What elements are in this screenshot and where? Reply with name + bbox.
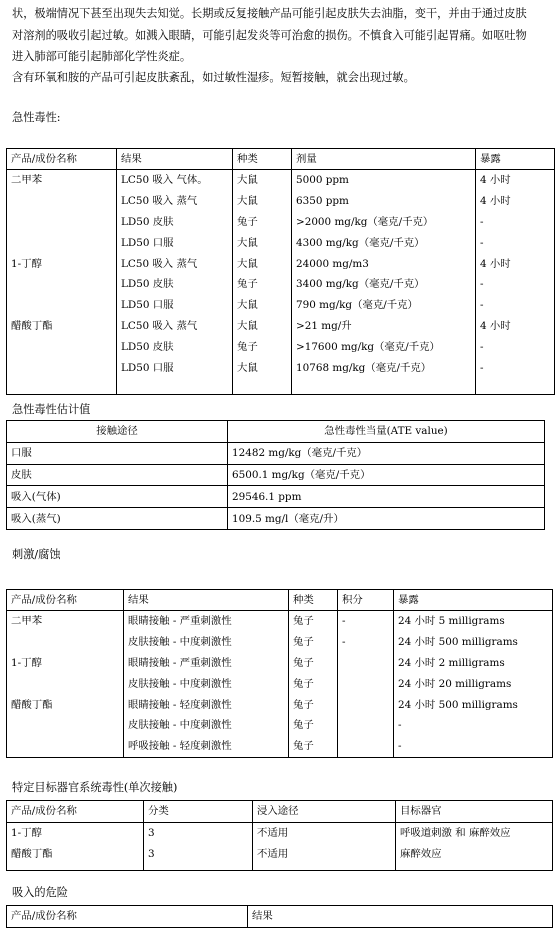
table-cell: 大鼠: [233, 170, 292, 191]
table-row: [7, 316, 555, 337]
table-cell: LD50 口服: [117, 357, 233, 394]
table-cell: 4 小时: [476, 170, 555, 191]
table-cell: [7, 632, 124, 653]
table-cell: 皮肤接触 - 中度刺激性: [124, 673, 289, 694]
table-row: [7, 274, 555, 295]
table-header-row: [7, 590, 553, 611]
aspiration-table: [6, 905, 553, 928]
table-cell: 790 mg/kg（毫克/千克）: [292, 295, 476, 316]
table-cell: LD50 皮肤: [117, 212, 233, 233]
table-cell: 眼睛接触 - 严重刺激性: [124, 611, 289, 632]
ate-heading: 急性毒性估计值: [12, 403, 91, 416]
table-cell: 12482 mg/kg（毫克/千克）: [228, 442, 545, 464]
table-cell: 不适用: [253, 844, 396, 871]
table-cell: 4 小时: [476, 253, 555, 274]
table-cell: [338, 736, 394, 757]
table-cell: [338, 694, 394, 715]
table-row: [7, 715, 553, 736]
table-cell: 1-丁醇: [11, 656, 42, 669]
table-cell: [7, 336, 117, 357]
table-cell: [7, 715, 124, 736]
table-cell: -: [338, 632, 394, 653]
table-row: [7, 336, 555, 357]
table-row: [7, 611, 553, 632]
table-header-row: [7, 801, 553, 823]
table-row: [7, 232, 555, 253]
table-cell: 兔子: [289, 653, 338, 674]
table-row: [7, 295, 555, 316]
table-cell: 吸入(蒸气): [7, 508, 228, 530]
column-header: 分类: [144, 801, 253, 823]
table-row: [7, 442, 545, 464]
column-header: 结果: [124, 590, 289, 611]
table-cell: LD50 口服: [117, 232, 233, 253]
table-cell: 眼睛接触 - 严重刺激性: [124, 653, 289, 674]
table-row: [7, 653, 553, 674]
acute-toxicity-table: [6, 148, 555, 395]
table-cell: 皮肤接触 - 中度刺激性: [124, 632, 289, 653]
table-cell: LC50 吸入 蒸气: [117, 316, 233, 337]
table-cell: 兔子: [289, 611, 338, 632]
table-cell: 兔子: [233, 212, 292, 233]
table-cell: 麻醉效应: [396, 844, 553, 871]
aspiration-heading: 吸入的危险: [12, 886, 68, 899]
table-row: [7, 508, 545, 530]
table-cell: -: [394, 715, 553, 736]
table-cell: -: [476, 274, 555, 295]
table-cell: 皮肤接触 - 中度刺激性: [124, 715, 289, 736]
table-cell: [7, 673, 124, 694]
column-header: 种类: [289, 590, 338, 611]
column-header: 接触途径: [7, 421, 228, 443]
table-cell: 皮肤: [7, 464, 228, 486]
table-cell: >21 mg/升: [292, 316, 476, 337]
table-cell: 4300 mg/kg（毫克/千克）: [292, 232, 476, 253]
table-cell: 6350 ppm: [292, 191, 476, 212]
column-header: 积分: [338, 590, 394, 611]
table-cell: >2000 mg/kg（毫克/千克）: [292, 212, 476, 233]
table-cell: 醋酸丁酯: [11, 847, 53, 860]
table-cell: 大鼠: [233, 253, 292, 274]
table-cell: [7, 274, 117, 295]
table-cell: 呼吸道刺激 和 麻醉效应: [396, 822, 553, 843]
table-cell: -: [476, 336, 555, 357]
table-cell: LC50 吸入 气体。: [117, 170, 233, 191]
stot-table: [6, 800, 553, 871]
table-row: [7, 212, 555, 233]
table-cell: 兔子: [233, 336, 292, 357]
table-cell: >17600 mg/kg（毫克/千克）: [292, 336, 476, 357]
table-cell: 1-丁醇: [11, 257, 42, 270]
table-header-row: [7, 149, 555, 170]
table-cell: 24 小时 20 milligrams: [394, 673, 553, 694]
table-cell: 大鼠: [233, 357, 292, 394]
table-cell: -: [476, 212, 555, 233]
column-header: 种类: [233, 149, 292, 170]
table-cell: LC50 吸入 蒸气: [117, 253, 233, 274]
table-cell: 大鼠: [233, 316, 292, 337]
table-cell: 6500.1 mg/kg（毫克/千克）: [228, 464, 545, 486]
table-cell: 大鼠: [233, 232, 292, 253]
table-cell: 吸入(气体): [7, 486, 228, 508]
column-header: 目标器官: [396, 801, 553, 823]
column-header: 浸入途径: [253, 801, 396, 823]
irritation-heading: 刺激/腐蚀: [12, 548, 61, 561]
intro-line-2: 对溶剂的吸收引起过敏。如溅入眼睛，可能引起发炎等可治愈的损伤。不慎食入可能引起胃痛。如呕吐物: [12, 29, 527, 42]
column-header: 产品/成份名称: [7, 906, 248, 928]
table-row: [7, 253, 555, 274]
table-cell: [7, 212, 117, 233]
intro-line-3: 进入肺部可能引起肺部化学性炎症。: [12, 50, 192, 63]
table-cell: 口服: [7, 442, 228, 464]
table-cell: 29546.1 ppm: [228, 486, 545, 508]
table-cell: 24 小时 500 milligrams: [394, 694, 553, 715]
table-cell: 兔子: [289, 673, 338, 694]
intro-line-4: 含有环氧和胺的产品可引起皮肤紊乱，如过敏性湿疹。短暂接触，就会出现过敏。: [12, 71, 415, 84]
table-cell: 醋酸丁酯: [11, 698, 53, 711]
table-cell: 兔子: [233, 274, 292, 295]
table-cell: -: [476, 295, 555, 316]
table-cell: 醋酸丁酯: [11, 319, 53, 332]
table-cell: LD50 皮肤: [117, 336, 233, 357]
table-cell: [7, 191, 117, 212]
table-cell: 兔子: [289, 632, 338, 653]
table-cell: 4 小时: [476, 316, 555, 337]
table-header-row: [7, 421, 545, 443]
column-header: 产品/成份名称: [7, 149, 117, 170]
table-cell: [338, 673, 394, 694]
column-header: 产品/成份名称: [7, 590, 124, 611]
column-header: 剂量: [292, 149, 476, 170]
table-cell: [7, 357, 117, 394]
table-header-row: [7, 906, 553, 928]
table-cell: 24000 mg/m3: [292, 253, 476, 274]
table-cell: LC50 吸入 蒸气: [117, 191, 233, 212]
column-header: 暴露: [394, 590, 553, 611]
column-header: 产品/成份名称: [7, 801, 144, 823]
table-cell: 109.5 mg/l（毫克/升）: [228, 508, 545, 530]
intro-line-1: 状，极端情况下甚至出现失去知觉。长期或反复接触产品可能引起皮肤失去油脂，变干，并由于通过皮肤: [12, 7, 527, 20]
table-row: [7, 191, 555, 212]
table-cell: 5000 ppm: [292, 170, 476, 191]
table-cell: -: [476, 357, 555, 394]
table-cell: 不适用: [253, 822, 396, 843]
acute-heading: 急性毒性:: [12, 111, 61, 124]
table-row: [7, 694, 553, 715]
table-cell: [7, 232, 117, 253]
table-cell: 大鼠: [233, 295, 292, 316]
table-row: [7, 822, 553, 843]
table-cell: 4 小时: [476, 191, 555, 212]
table-cell: 兔子: [289, 736, 338, 757]
table-cell: 24 小时 5 milligrams: [394, 611, 553, 632]
table-row: [7, 736, 553, 757]
table-row: [7, 632, 553, 653]
table-cell: [7, 295, 117, 316]
table-row: [7, 486, 545, 508]
irritation-table: [6, 589, 553, 758]
column-header: 结果: [248, 906, 553, 928]
table-cell: 1-丁醇: [11, 827, 42, 840]
ate-table: [6, 420, 545, 530]
table-row: [7, 170, 555, 191]
table-cell: 兔子: [289, 694, 338, 715]
table-cell: LD50 皮肤: [117, 274, 233, 295]
table-cell: -: [476, 232, 555, 253]
table-cell: 3: [144, 844, 253, 871]
table-row: [7, 357, 555, 394]
table-row: [7, 673, 553, 694]
column-header: 急性毒性当量(ATE value): [228, 421, 545, 443]
table-cell: -: [338, 611, 394, 632]
table-cell: -: [394, 736, 553, 757]
table-cell: 眼睛接触 - 轻度刺激性: [124, 694, 289, 715]
table-cell: 兔子: [289, 715, 338, 736]
stot-heading: 特定目标器官系统毒性(单次接触): [12, 781, 178, 794]
table-cell: 二甲苯: [11, 174, 43, 187]
table-cell: 3400 mg/kg（毫克/千克）: [292, 274, 476, 295]
table-cell: 3: [144, 822, 253, 843]
table-cell: LD50 口服: [117, 295, 233, 316]
table-cell: 二甲苯: [11, 615, 43, 628]
column-header: 暴露: [476, 149, 555, 170]
table-row: [7, 464, 545, 486]
table-cell: [7, 736, 124, 757]
table-cell: [338, 653, 394, 674]
table-cell: 10768 mg/kg（毫克/千克）: [292, 357, 476, 394]
column-header: 结果: [117, 149, 233, 170]
table-cell: 呼吸接触 - 轻度刺激性: [124, 736, 289, 757]
table-cell: 24 小时 2 milligrams: [394, 653, 553, 674]
table-cell: 大鼠: [233, 191, 292, 212]
table-row: [7, 844, 553, 871]
table-cell: 24 小时 500 milligrams: [394, 632, 553, 653]
table-cell: [338, 715, 394, 736]
